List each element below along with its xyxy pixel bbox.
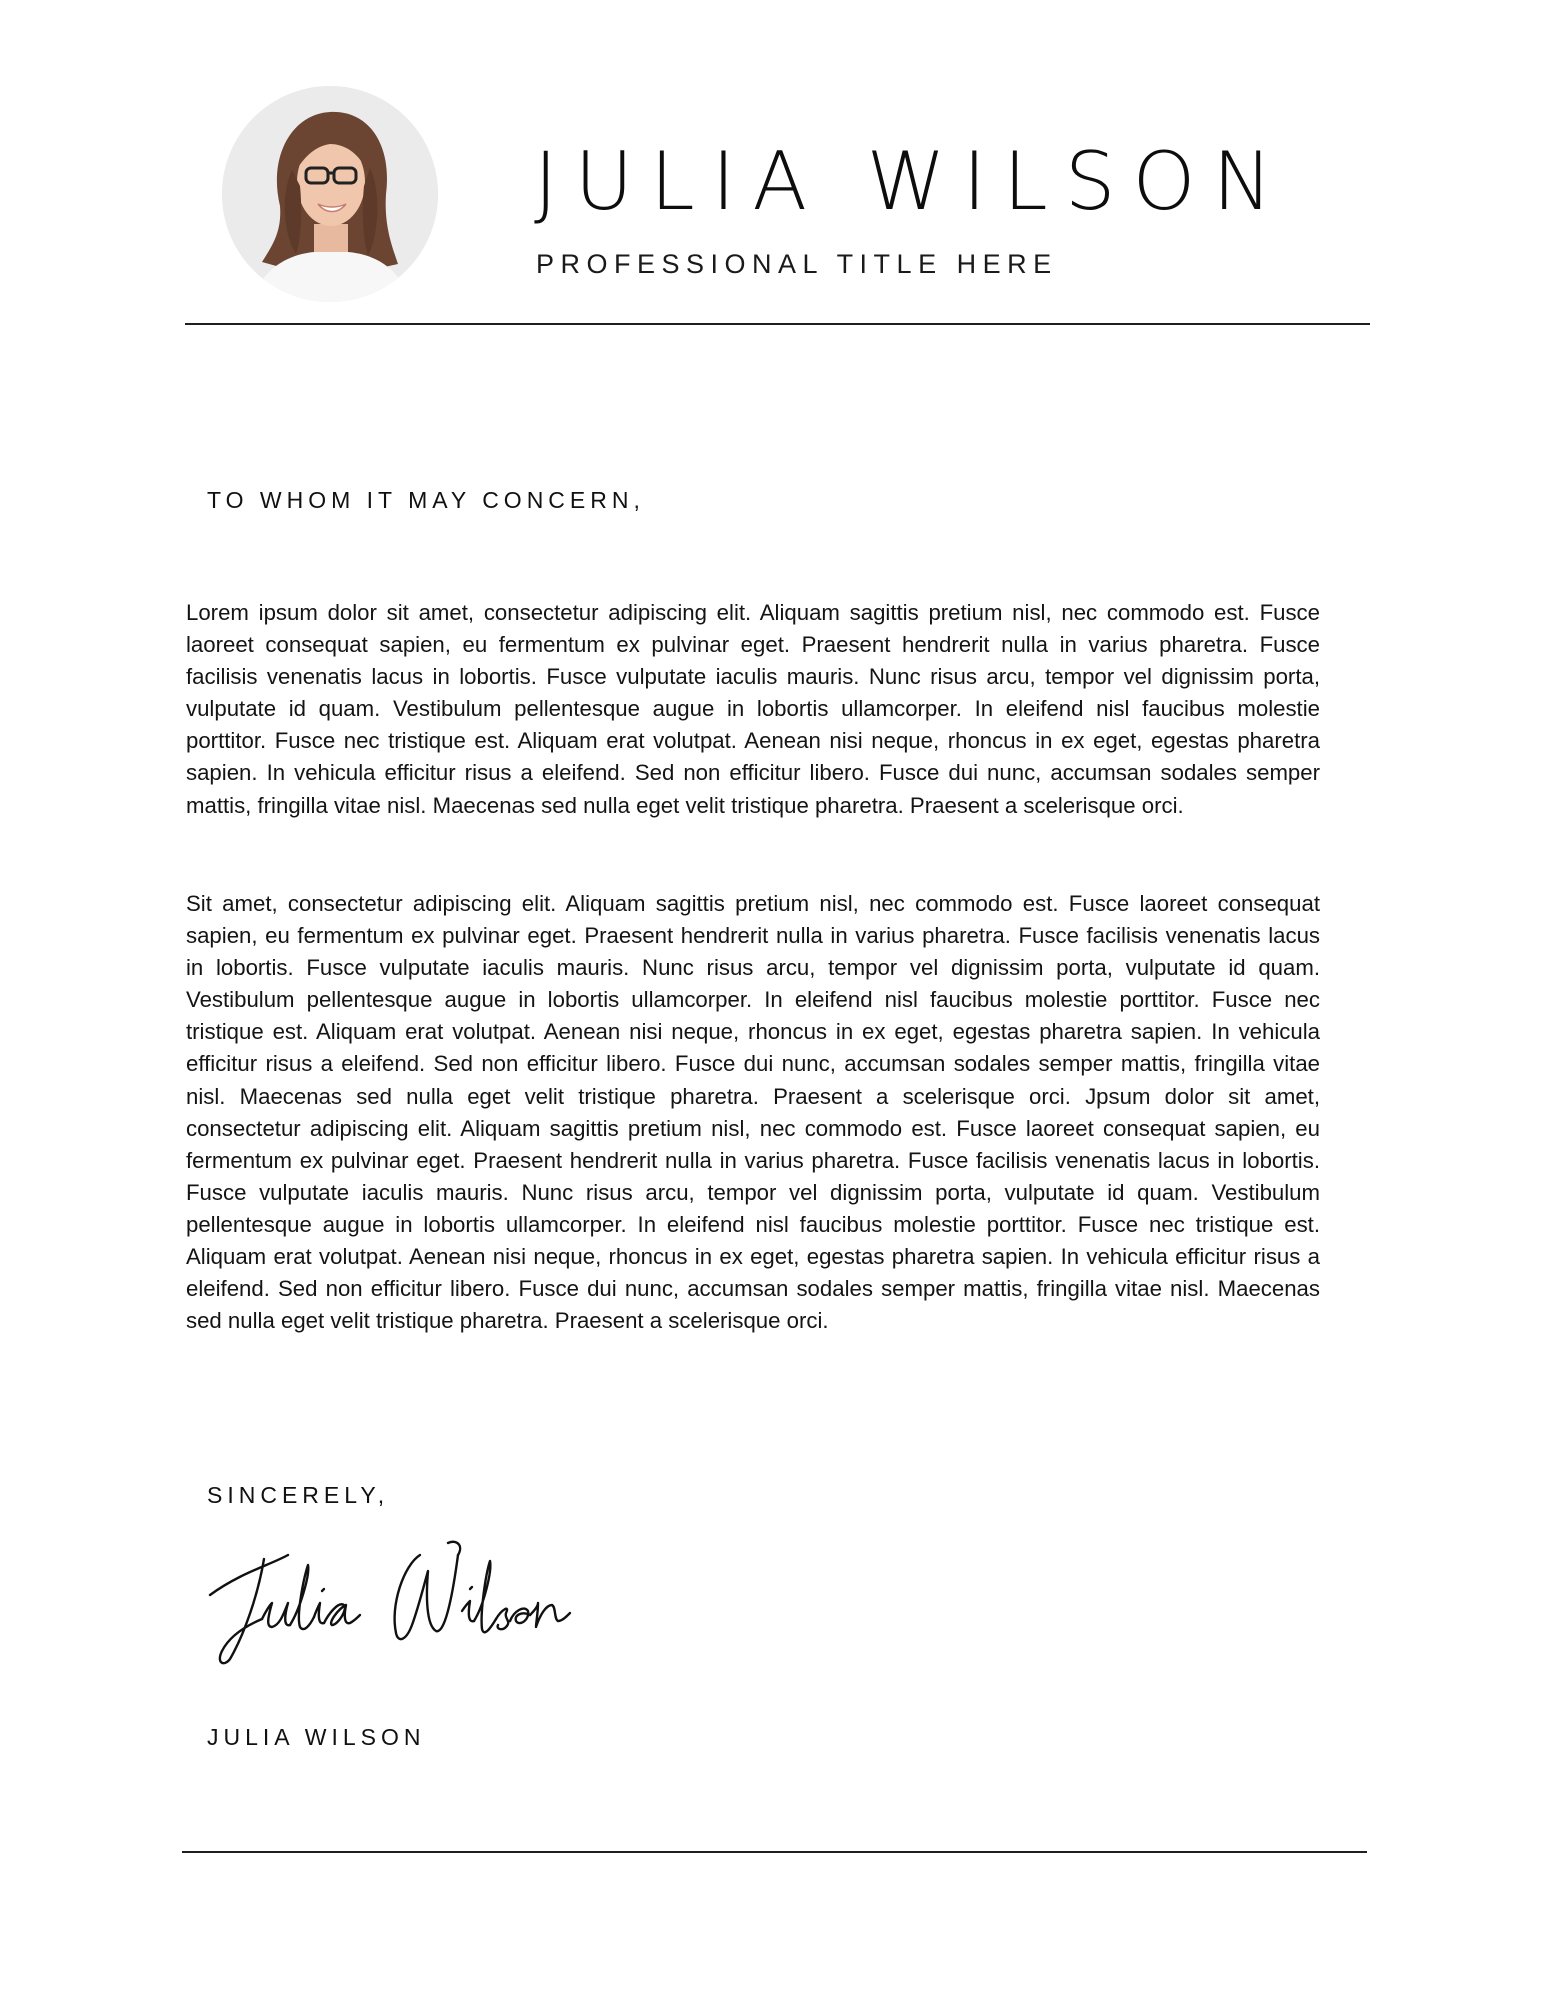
letter-paragraph-1: Lorem ipsum dolor sit amet, consectetur adipiscing elit. Aliquam sagittis pretium nisl, nec commodo est. Fusce laoreet consequat sapien, eu fermentum ex pulvinar eget. Praesent hendrerit nulla in varius pharetra. Fusce facilisis venenatis lacus in lobortis. Fusce vulputate iaculis mauris. Nunc risus arcu, tempor vel dignissim porta, vulputate id quam. Vestibulum pellentesque augue in lobortis ullamcorper. In eleifend nisl faucibus molestie porttitor. Fusce nec tristique est. Aliquam erat volutpat. Aenean nisi neque, rhoncus in ex eget, egestas pharetra sapien. In vehicula efficitur risus a eleifend. Sed non efficitur libero. Fusce dui nunc, accumsan sodales semper mattis, fringilla vitae nisl. Maecenas sed nulla eget velit tristique pharetra. Praesent a scelerisque orci. xyxy=(186,600,1320,818)
profile-photo xyxy=(222,86,438,302)
signature-image xyxy=(200,1525,600,1675)
signer-name: JULIA WILSON xyxy=(207,1724,426,1750)
salutation: TO WHOM IT MAY CONCERN, xyxy=(207,487,645,513)
applicant-name: JULIA WILSON xyxy=(534,135,1290,228)
professional-title: PROFESSIONAL TITLE HERE xyxy=(536,249,1058,279)
closing: SINCERELY, xyxy=(207,1482,390,1508)
letter-paragraph-2: Sit amet, consectetur adipiscing elit. Aliquam sagittis pretium nisl, nec commodo est. Fusce laoreet consequat sapien, eu fermentum ex pulvinar eget. Praesent hendrerit nulla in varius pharetra. Fusce facilisis venenatis lacus in lobortis. Fusce vulputate iaculis mauris. Nunc risus arcu, tempor vel dignissim porta, vulputate id quam. Vestibulum pellentesque augue in lobortis ullamcorper. In eleifend nisl faucibus molestie porttitor. Fusce nec tristique est. Aliquam erat volutpat. Aenean nisi neque, rhoncus in ex eget, egestas pharetra sapien. In vehicula efficitur risus a eleifend. Sed non efficitur libero. Fusce dui nunc, accumsan sodales semper mattis, fringilla vitae nisl. Maecenas sed nulla eget velit tristique pharetra. Praesent a scelerisque orci. Jpsum dolor sit amet, consectetur adipiscing elit. Aliquam sagittis pretium nisl, nec commodo est. Fusce laoreet consequat sapien, eu fermentum ex pulvinar eget. Praesent hendrerit nulla in varius pharetra. Fusce facilisis venenatis lacus in lobortis. Fusce vulputate iaculis mauris. Nunc risus arcu, tempor vel dignissim porta, vulputate id quam. Vestibulum pellentesque augue in lobortis ullamcorper. In eleifend nisl faucibus molestie porttitor. Fusce nec tristique est. Aliquam erat volutpat. Aenean nisi neque, rhoncus in ex eget, egestas pharetra sapien. In vehicula efficitur risus a eleifend. Sed non efficitur libero. Fusce dui nunc, accumsan sodales semper mattis, fringilla vitae nisl. Maecenas sed nulla eget velit tristique pharetra. Praesent a scelerisque orci. xyxy=(186,891,1320,1334)
header-divider xyxy=(185,323,1370,325)
footer-divider xyxy=(182,1851,1367,1853)
